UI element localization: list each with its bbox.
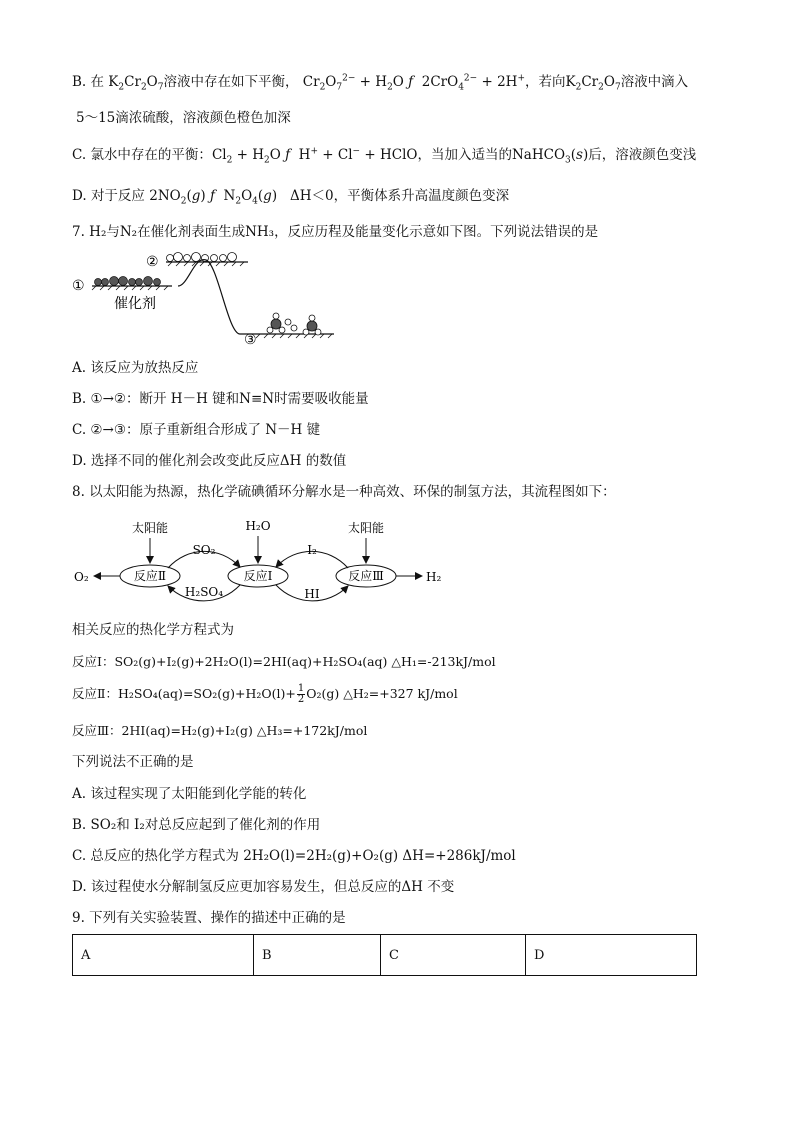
q6-option-b: B. 在 $K_2Cr_2O_7$溶液中存在如下平衡， $Cr_2O_7^{2-} + H_2O$ ƒ 2CrO$_4^{2-}$ + 2H+，若向$K_2Cr_2O_7$溶液中滴入 xyxy=(72,73,689,93)
q8-stem: 8. 以太阳能为热源，热化学硫碘循环分解水是一种高效、环保的制氢方法，其流程图如下： xyxy=(72,484,616,500)
q8-option-c: C. 总反应的热化学方程式为 2H₂O(l)=2H₂(g)+O₂(g) ΔH=+286kJ/mol xyxy=(72,848,516,864)
molecules-icon xyxy=(95,277,161,286)
table-cell-c: C xyxy=(381,935,526,976)
mark-2: ② xyxy=(146,254,159,270)
q6-option-d: D. 对于反应 $2NO_2(g)$ ƒ $N_2O_4(g)$ ΔH＜0，平衡体系升高温度颜色变深 xyxy=(72,188,510,207)
ammonia-icon xyxy=(267,313,321,335)
mark-1: ① xyxy=(72,278,85,294)
reaction-2-label: 反应Ⅱ xyxy=(133,569,167,583)
q8-eq2: 反应Ⅱ：H₂SO₄(aq)=SO₂(g)+H₂O(l)+ $\frac{1}{2}$ O₂(g) △H₂=+327 kJ/mol xyxy=(72,683,458,705)
solar-left-label: 太阳能 xyxy=(131,521,169,535)
catalyst-label: 催化剂 xyxy=(114,296,156,312)
water-label: H₂O xyxy=(245,519,271,533)
hi-label: HI xyxy=(304,587,320,601)
solar-right-label: 太阳能 xyxy=(347,521,385,535)
o2-label: O₂ xyxy=(74,570,89,584)
q7-stem: 7. H₂与N₂在催化剂表面生成NH₃，反应历程及能量变化示意如下图。下列说法错误的是 xyxy=(72,224,599,240)
h2-label: H₂ xyxy=(426,570,442,584)
so2-label: SO₂ xyxy=(192,543,216,557)
fraction: $\frac{1}{2}$ xyxy=(297,683,305,705)
q7-energy-diagram xyxy=(68,246,348,350)
i2-label: I₂ xyxy=(307,543,317,557)
table-cell-b: B xyxy=(254,935,381,976)
q7-option-a: A. 该反应为放热反应 xyxy=(72,360,199,376)
q8-option-a: A. 该过程实现了太阳能到化学能的转化 xyxy=(72,786,307,802)
q6-option-b-cont: 5～15滴浓硫酸，溶液颜色橙色加深 xyxy=(76,110,291,126)
q7-option-b: B. ①→②：断开 H－H 键和N≡N时需要吸收能量 xyxy=(72,391,369,407)
q8-ask: 下列说法不正确的是 xyxy=(72,754,194,770)
table-cell-d: D xyxy=(526,935,697,976)
reaction-3-label: 反应Ⅲ xyxy=(348,569,384,583)
q7-option-c: C. ②→③：原子重新组合形成了 N－H 键 xyxy=(72,422,321,438)
table-row xyxy=(73,935,697,976)
mark-3: ③ xyxy=(244,332,257,348)
reaction-1-label: 反应Ⅰ xyxy=(243,569,273,583)
q8-eq1: 反应Ⅰ：SO₂(g)+I₂(g)+2H₂O(l)=2HI(aq)+H₂SO₄(aq) △H₁=-213kJ/mol xyxy=(72,654,496,669)
h2so4-label: H₂SO₄ xyxy=(184,585,224,599)
q9-stem: 9. 下列有关实验装置、操作的描述中正确的是 xyxy=(72,910,346,926)
q8-option-b: B. SO₂和 I₂对总反应起到了催化剂的作用 xyxy=(72,817,321,833)
table-cell-a: A xyxy=(73,935,254,976)
q9-options-table xyxy=(72,934,697,976)
q6-option-c: C. 氯水中存在的平衡：$Cl_2 + H_2O$ ƒ H+ + Cl− + HClO，当加入适当的NaHCO$_3$(s)后，溶液颜色变浅 xyxy=(72,146,697,166)
q8-eq3: 反应Ⅲ：2HI(aq)=H₂(g)+I₂(g) △H₃=+172kJ/mol xyxy=(72,723,368,738)
q8-flow-diagram xyxy=(70,514,450,610)
q8-intro: 相关反应的热化学方程式为 xyxy=(72,622,234,638)
q8-option-d: D. 该过程使水分解制氢反应更加容易发生，但总反应的ΔH 不变 xyxy=(72,879,455,895)
q7-option-d: D. 选择不同的催化剂会改变此反应ΔH 的数值 xyxy=(72,453,347,469)
